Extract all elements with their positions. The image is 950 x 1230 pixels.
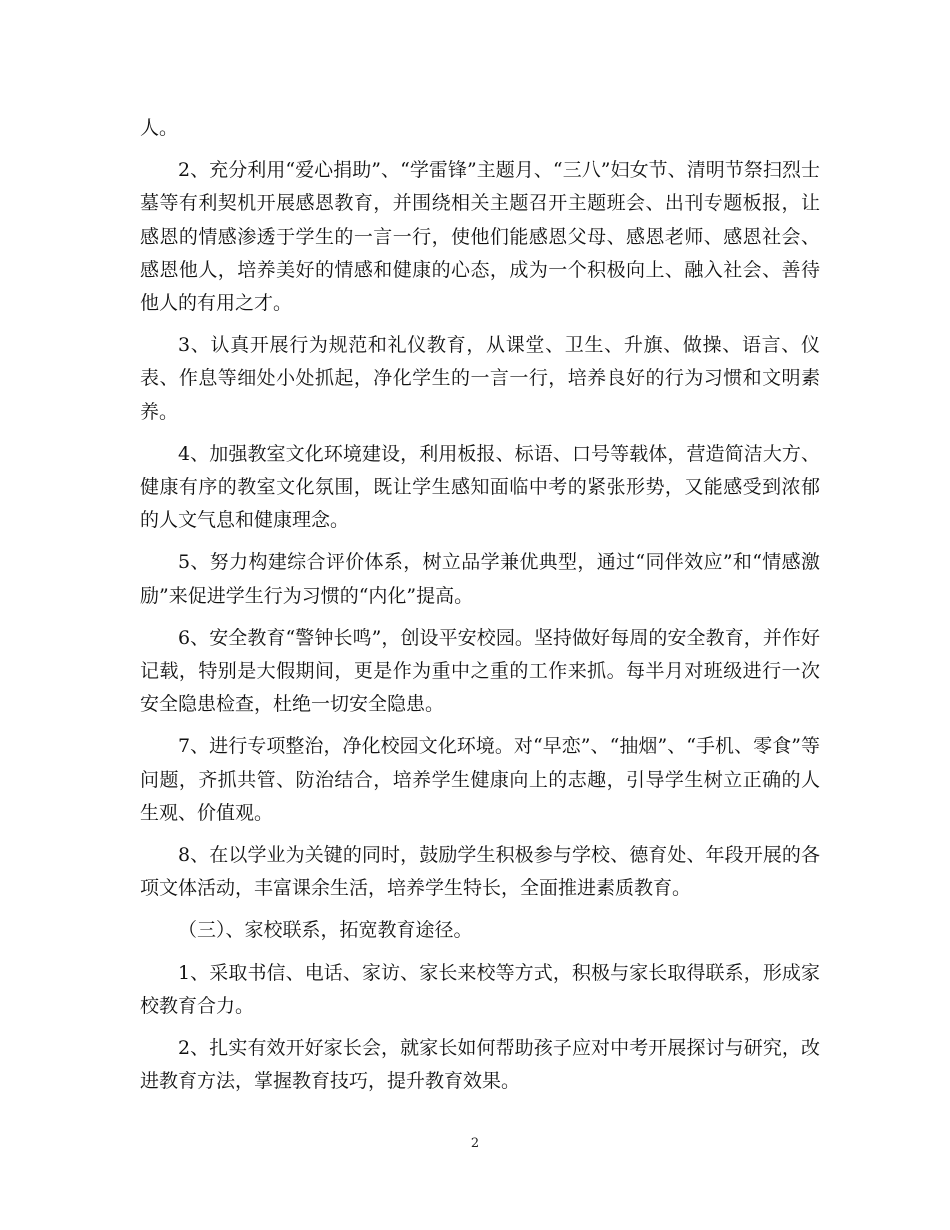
body-text xyxy=(140,112,820,1098)
paragraph-continuation: 人。 xyxy=(140,117,179,139)
paragraph-item-1-contact: 1、采取书信、电话、家访、家长来校等方式，积极与家长取得联系，形成家校教育合力。 xyxy=(140,961,820,1017)
page-number: 2 xyxy=(470,1136,480,1151)
paragraph-item-2-parent-meeting: 2、扎实有效开好家长会，就家长如何帮助孩子应对中考开展探讨与研究，改进教育方法，掌握教育技巧，提升教育效果。 xyxy=(140,1037,820,1093)
paragraph-item-3-etiquette: 3、认真开展行为规范和礼仪教育，从课堂、卫生、升旗、做操、语言、仪表、作息等细处小处抓起，净化学生的一言一行，培养良好的行为习惯和文明素养。 xyxy=(140,334,820,423)
paragraph-item-5-evaluation: 5、努力构建综合评价体系，树立品学兼优典型，通过“同伴效应”和“情感激励”来促进学生行为习惯的“内化”提高。 xyxy=(140,551,820,607)
section-heading-home-school: （三）、家校联系，拓宽教育途径。 xyxy=(178,919,473,942)
paragraph-item-8-activities: 8、在以学业为关键的同时，鼓励学生积极参与学校、德育处、年段开展的各项文体活动，丰富课余生活，培养学生特长，全面推进素质教育。 xyxy=(140,844,820,900)
paragraph-item-7-rectification: 7、进行专项整治，净化校园文化环境。对“早恋”、“抽烟”、“手机、零食”等问题，齐抓共管、防治结合，培养学生健康向上的志趣，引导学生树立正确的人生观、价值观。 xyxy=(140,735,820,824)
paragraph-item-6-safety: 6、安全教育“警钟长鸣”，创设平安校园。坚持做好每周的安全教育，并作好记载，特别是大假期间，更是作为重中之重的工作来抓。每半月对班级进行一次安全隐患检查，杜绝一切安全隐患。 xyxy=(140,626,820,716)
paragraph-item-2-gratitude: 2、充分利用“爱心捐助”、“学雷锋”主题月、“三八”妇女节、清明节祭扫烈士墓等有利契机开展感恩教育，并围绕相关主题召开主题班会、出刊专题板报，让感恩的情感渗透于学生的一言一行，使他们能感恩父母、感恩老师、感恩社会、感恩他人，培养美好的情感和健康的心态，成为一个积极向上、融入社会、善待他人的有用之才。 xyxy=(140,159,820,315)
paragraph-item-4-classroom-culture: 4、加强教室文化环境建设，利用板报、标语、口号等载体，营造简洁大方、健康有序的教室文化氛围，既让学生感知面临中考的紧张形势，又能感受到浓郁的人文气息和健康理念。 xyxy=(140,442,820,532)
